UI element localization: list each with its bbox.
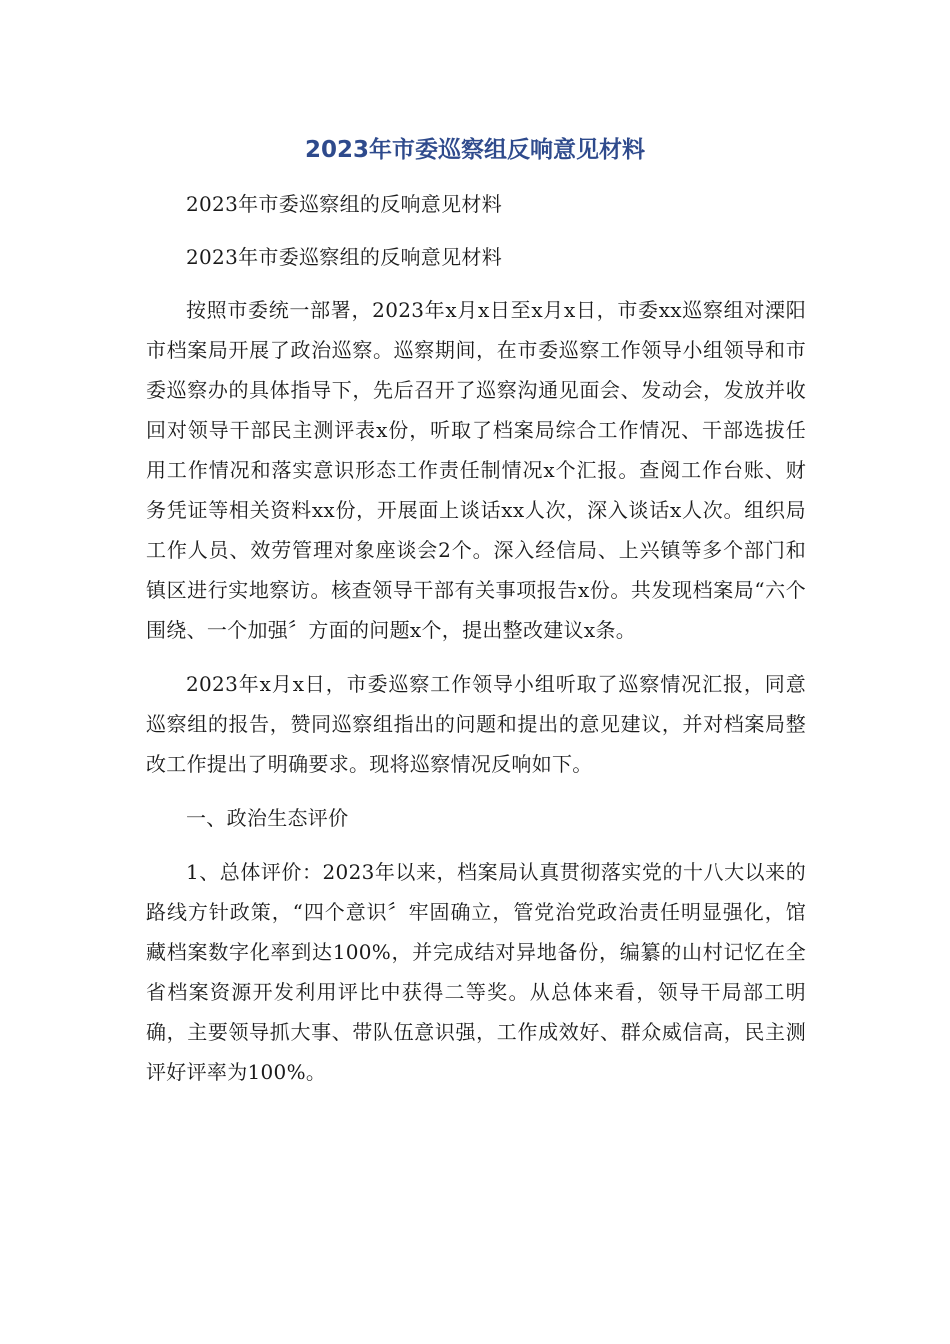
document-title: 2023年市委巡察组反响意见材料	[304, 137, 645, 163]
paragraph-report: 2023年x月x日，市委巡察工作领导小组听取了巡察情况汇报，同意巡察组的报告，赞同巡察组指出的问题和提出的意见建议，并对档案局整改工作提出了明确要求。现将巡察情况反响如下。	[146, 672, 806, 776]
subtitle-line: 2023年市委巡察组的反响意见材料	[186, 245, 502, 269]
section-heading: 一、政治生态评价	[186, 806, 349, 830]
paragraph-overview: 按照市委统一部署，2023年x月x日至x月x日，市委xx巡察组对溧阳市档案局开展了政治巡察。巡察期间，在市委巡察工作领导小组领导和市委巡察办的具体指导下，先后召开了巡察沟通见面会、发动会，发放并收回对领导干部民主测评表x份，听取了档案局综合工作情况、干部选拔任用工作情况和落实意识形态工作责任制情况x个汇报。查阅工作台账、财务凭证等相关资料xx份，开展面上谈话xx人次，深入谈话x人次。组织局工作人员、效劳管理对象座谈会2个。深入经信局、上兴镇等多个部门和镇区进行实地察访。核查领导干部有关事项报告x份。共发现档案局“六个围绕、一个加强〞方面的问题x个，提出整改建议x条。	[146, 298, 806, 642]
paragraph-evaluation: 1、总体评价：2023年以来，档案局认真贯彻落实党的十八大以来的路线方针政策，“四个意识〞牢固确立，管党治党政治责任明显强化，馆藏档案数字化率到达100%，并完成结对异地备份，编纂的山村记忆在全省档案资源开发利用评比中获得二等奖。从总体来看，领导干局部工明确，主要领导抓大事、带队伍意识强，工作成效好、群众威信高，民主测评好评率为100%。	[146, 860, 806, 1084]
document-body	[146, 184, 806, 1106]
subtitle-line: 2023年市委巡察组的反响意见材料	[186, 192, 502, 216]
